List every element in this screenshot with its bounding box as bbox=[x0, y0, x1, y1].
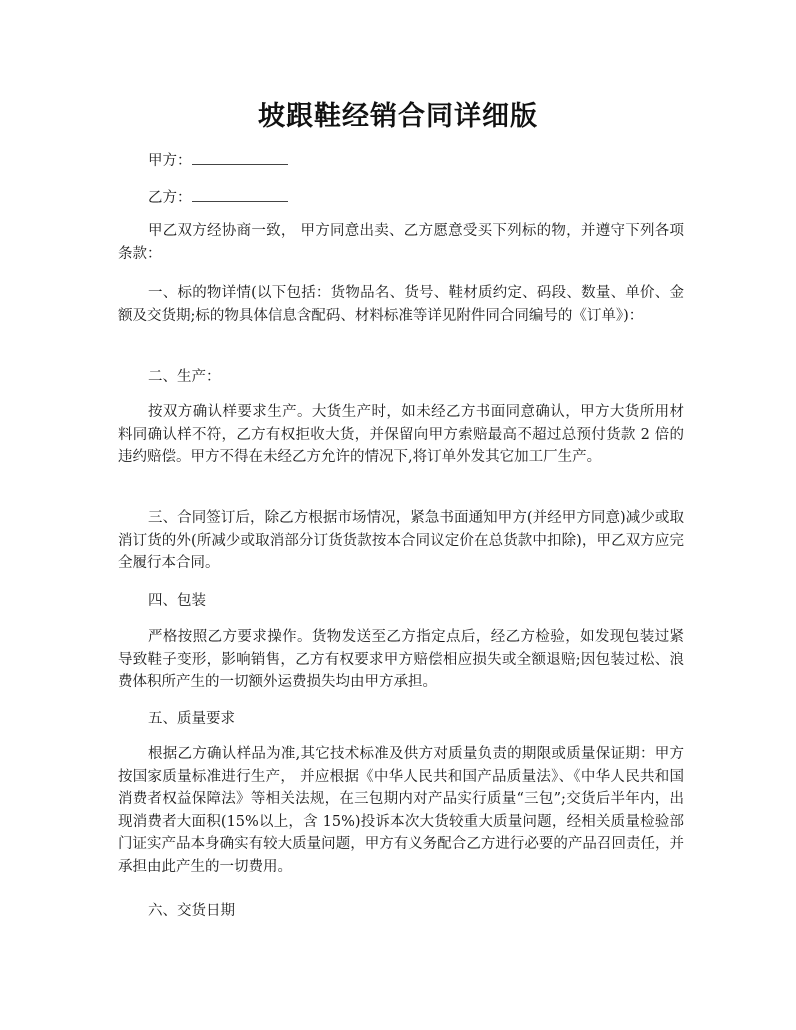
party-a-line bbox=[148, 150, 288, 172]
section-5-heading: 五、质量要求 bbox=[148, 711, 235, 727]
section-2-heading: 二、生产： bbox=[148, 369, 221, 385]
section-1-paragraph: 一、标的物详情(以下包括：货物品名、货号、鞋材质约定、码段、数量、单价、金额及交货期;标的物具体信息含配码、材料标准等详见附件同合同编号的《订单》)： bbox=[118, 285, 684, 324]
party-b-line bbox=[148, 187, 288, 209]
party-b-blank bbox=[192, 187, 288, 202]
section-3-paragraph: 三、合同签订后，除乙方根据市场情况，紧急书面通知甲方(并经甲方同意)减少或取消订货的外(所减少或取消部分订货货款按本合同议定价在总货款中扣除)，甲乙双方应完全履行本合同。 bbox=[118, 510, 684, 571]
section-4-heading: 四、包装 bbox=[148, 593, 206, 609]
party-b-label: 乙方： bbox=[148, 190, 192, 206]
document-title: 坡跟鞋经销合同详细版 bbox=[258, 101, 538, 132]
section-5-paragraph: 根据乙方确认样品为准,其它技术标准及供方对质量负责的期限或质量保证期：甲方按国家质量标准进行生产， 并应根据《中华人民共和国产品质量法》、《中华人民共和国消费者权益保障法》等相关法规，在三包期内对产品实行质量“三包”;交货后半年内，出现消费者大面积(15%以上，含 15%)投诉本次大货较重大质量问题，经相关质量检验部门证实产品本身确实有较大质量问题，甲方有义务配合乙方进行必要的产品召回责任，并承担由此产生的一切费用。 bbox=[118, 746, 684, 875]
party-a-label: 甲方： bbox=[148, 153, 192, 169]
section-2-paragraph: 按双方确认样要求生产。大货生产时，如未经乙方书面同意确认，甲方大货所用材料同确认样不符，乙方有权拒收大货，并保留向甲方索赔最高不超过总预付货款 2 倍的违约赔偿。甲方不得在未经乙方允许的情况下,将订单外发其它加工厂生产。 bbox=[118, 404, 684, 465]
section-4-paragraph: 严格按照乙方要求操作。货物发送至乙方指定点后，经乙方检验，如发现包装过紧导致鞋子变形，影响销售，乙方有权要求甲方赔偿相应损失或全额退赔;因包装过松、浪费体积所产生的一切额外运费损失均由甲方承担。 bbox=[118, 629, 684, 690]
section-6-heading: 六、交货日期 bbox=[148, 903, 235, 919]
intro-paragraph: 甲乙双方经协商一致， 甲方同意出卖、乙方愿意受买下列标的物，并遵守下列各项条款： bbox=[118, 223, 684, 262]
party-a-blank bbox=[192, 150, 288, 165]
